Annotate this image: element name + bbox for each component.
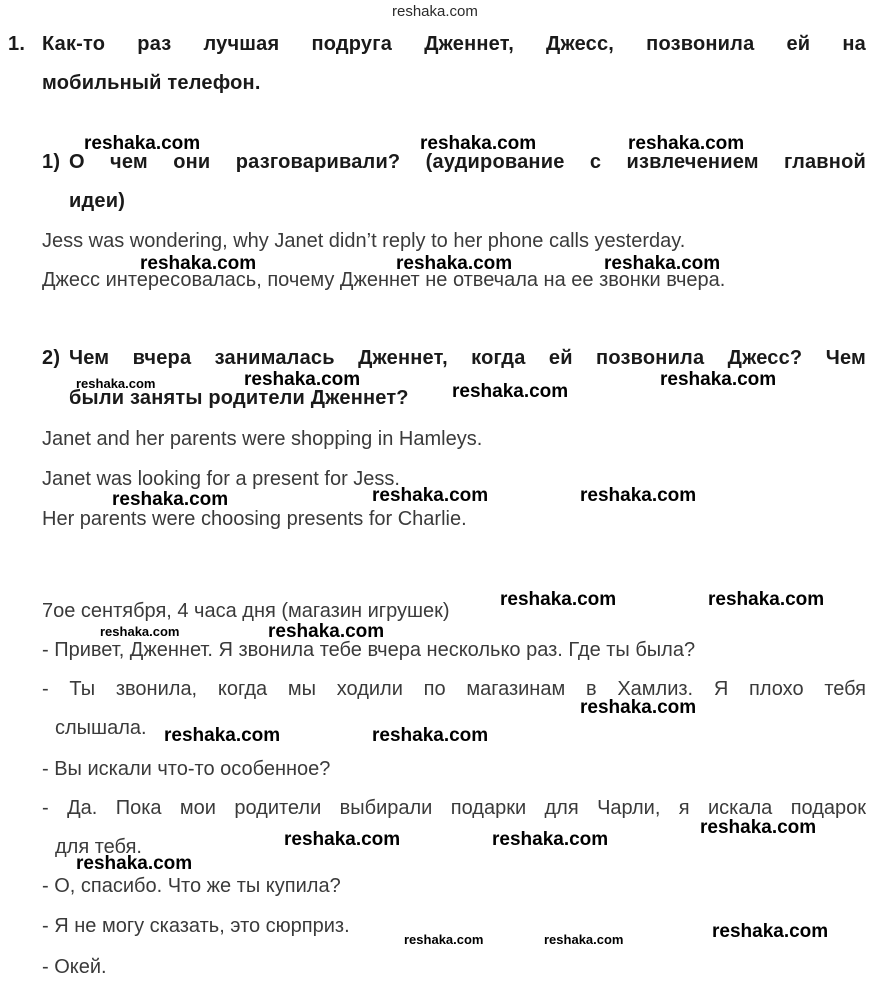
task-text-line1: Как-то раз лучшая подруга Дженнет, Джесс, позвонила ей на [42,33,866,55]
watermark: reshaka.com [284,829,401,850]
watermark: reshaka.com [372,725,489,746]
watermark: reshaka.com [492,829,609,850]
dialogue-line-4a: - Да. Пока мои родители выбирали подарки для Чарли, я искала подарок [42,797,866,819]
dialogue-heading: 7ое сентября, 4 часа дня (магазин игрушек) [42,600,450,622]
watermark: reshaka.com [84,133,201,154]
watermark: reshaka.com [76,853,193,874]
watermark: reshaka.com [580,697,697,718]
watermark: reshaka.com [420,133,537,154]
watermark: reshaka.com [76,376,156,391]
question-1-line2: идеи) [69,190,126,212]
watermark: reshaka.com [544,932,624,947]
question-2-line1: Чем вчера занималась Дженнет, когда ей позвонила Джесс? Чем [69,347,866,369]
watermark: reshaka.com [396,253,513,274]
dialogue-line-2b: слышала. [55,717,147,739]
dialogue-line-7: - Окей. [42,956,107,978]
watermark: reshaka.com [392,3,478,20]
watermark: reshaka.com [500,589,617,610]
question-1-number: 1) [42,151,61,173]
task-text-line2: мобильный телефон. [42,72,261,94]
watermark: reshaka.com [404,932,484,947]
watermark: reshaka.com [712,921,829,942]
watermark: reshaka.com [140,253,257,274]
watermark: reshaka.com [100,624,180,639]
question-2-line2: были заняты родители Дженнет? [69,387,409,409]
task-number: 1. [8,33,26,55]
watermark: reshaka.com [112,489,229,510]
watermark: reshaka.com [268,621,385,642]
dialogue-line-2a: - Ты звонила, когда мы ходили по магазинам в Хамлиз. Я плохо тебя [42,678,866,700]
answer-1-english: Jess was wondering, why Janet didn’t reply to her phone calls yesterday. [42,230,686,252]
answer-1-russian: Джесс интересовалась, почему Дженнет не отвечала на ее звонки вчера. [42,269,726,291]
watermark: reshaka.com [660,369,777,390]
dialogue-line-1: - Привет, Дженнет. Я звонила тебе вчера несколько раз. Где ты была? [42,639,696,661]
answer-2-line1: Janet and her parents were shopping in Hamleys. [42,428,483,450]
watermark: reshaka.com [452,381,569,402]
watermark: reshaka.com [708,589,825,610]
answer-2-line3: Her parents were choosing presents for Charlie. [42,508,467,530]
watermark: reshaka.com [164,725,281,746]
dialogue-line-6: - Я не могу сказать, это сюрприз. [42,915,350,937]
watermark: reshaka.com [604,253,721,274]
watermark: reshaka.com [580,485,697,506]
watermark: reshaka.com [628,133,745,154]
watermark: reshaka.com [244,369,361,390]
question-2-number: 2) [42,347,61,369]
dialogue-line-4b: для тебя. [55,836,142,858]
watermark: reshaka.com [700,817,817,838]
question-1-line1: О чем они разговаривали? (аудирование с извлечением главной [69,151,866,173]
answer-2-line2: Janet was looking for a present for Jess. [42,468,400,490]
watermark: reshaka.com [372,485,489,506]
dialogue-line-3: - Вы искали что-то особенное? [42,758,331,780]
dialogue-line-5: - О, спасибо. Что же ты купила? [42,875,341,897]
